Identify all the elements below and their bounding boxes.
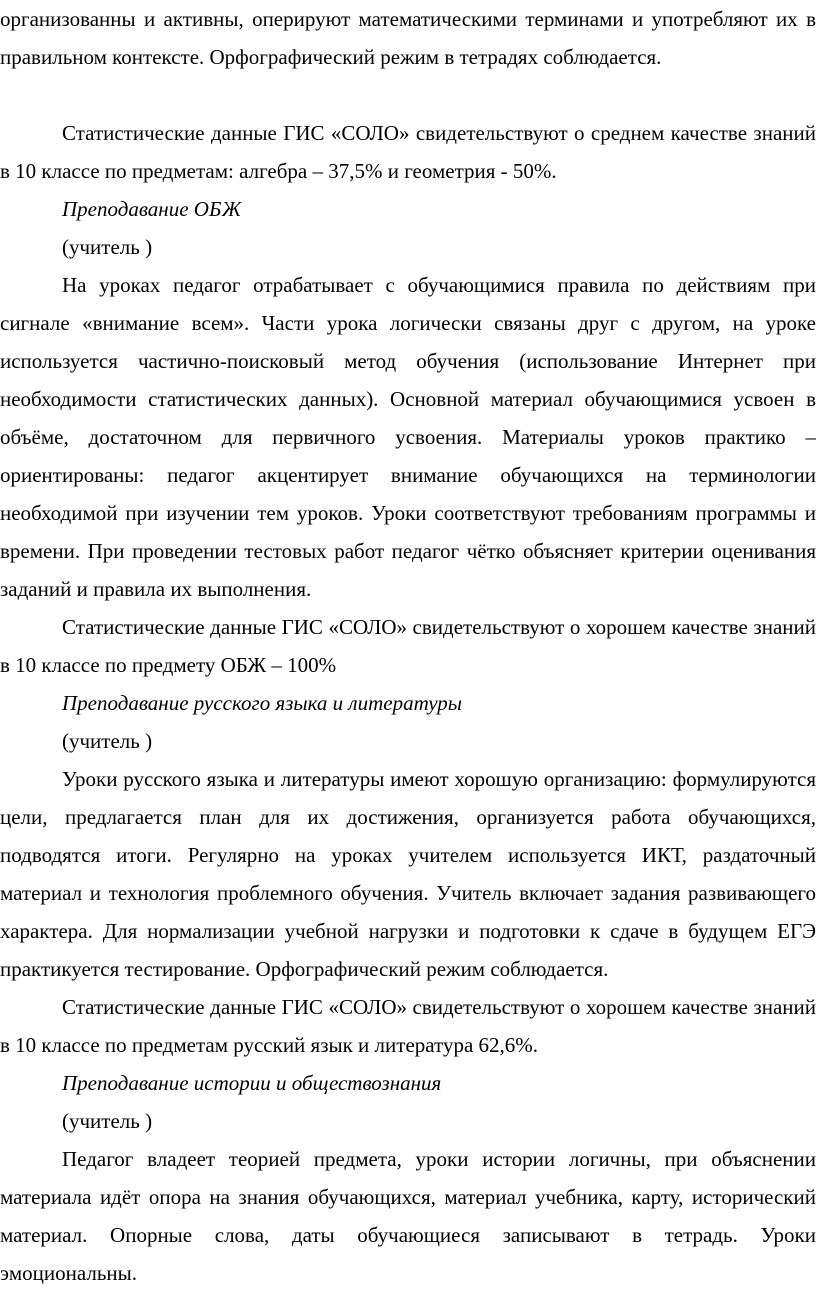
paragraph-math-statistics: Статистические данные ГИС «СОЛО» свидетельствуют о среднем качестве знаний в 10 классе по предметам: алгебра – 37,5% и геометрия - 50%.: [0, 121, 816, 183]
heading-russian-literature: Преподавание русского языка и литературы: [62, 691, 462, 715]
heading-history-social: Преподавание истории и обществознания: [62, 1071, 442, 1095]
paragraph-history-lessons: Педагог владеет теорией предмета, уроки истории логичны, при объяснении материала идёт опора на знания обучающихся, материал учебника, карту, исторический материал. Опорные слова, даты обучающиеся записывают в тетрадь. Уроки эмоциональны.: [0, 1147, 816, 1285]
paragraph-math-continuation: организованны и активны, оперируют математическими терминами и употребляют их в правильном контексте. Орфографический режим в тетрадях соблюдается.: [0, 7, 816, 69]
teacher-history-social: (учитель ): [62, 1109, 153, 1133]
teacher-obzh: (учитель ): [62, 235, 153, 259]
heading-obzh: Преподавание ОБЖ: [62, 197, 242, 221]
teacher-russian-literature: (учитель ): [62, 729, 153, 753]
paragraph-obzh-statistics: Статистические данные ГИС «СОЛО» свидетельствуют о хорошем качестве знаний в 10 классе по предмету ОБЖ – 100%: [0, 615, 816, 677]
paragraph-russian-lessons: Уроки русского языка и литературы имеют хорошую организацию: формулируются цели, предлагается план для их достижения, организуется работа обучающихся, подводятся итоги. Регулярно на уроках учителем используется ИКТ, раздаточный материал и технология проблемного обучения. Учитель включает задания развивающего характера. Для нормализации учебной нагрузки и подготовки к сдаче в будущем ЕГЭ практикуется тестирование. Орфографический режим соблюдается.: [0, 767, 816, 981]
paragraph-obzh-lessons: На уроках педагог отрабатывает с обучающимися правила по действиям при сигнале «внимание всем». Части урока логически связаны друг с другом, на уроке используется частично-поисковый метод обучения (использование Интернет при необходимости статистических данных). Основной материал обучающимися усвоен в объёме, достаточном для первичного усвоения. Материалы уроков практико – ориентированы: педагог акцентирует внимание обучающихся на терминологии необходимой при изучении тем уроков. Уроки соответствуют требованиям программы и времени. При проведении тестовых работ педагог чётко объясняет критерии оценивания заданий и правила их выполнения.: [0, 273, 816, 601]
paragraph-russian-statistics: Статистические данные ГИС «СОЛО» свидетельствуют о хорошем качестве знаний в 10 классе по предметам русский язык и литература 62,6%.: [0, 995, 816, 1057]
